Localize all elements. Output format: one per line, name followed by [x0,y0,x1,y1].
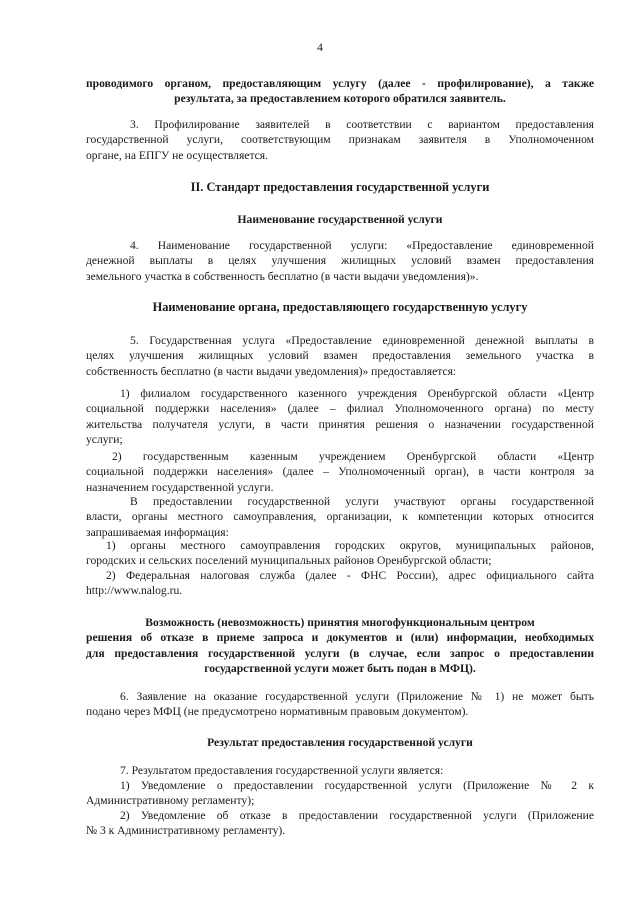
paragraph-7: 7. Результатом предоставления государственной услуги является: [120,764,444,777]
paragraph-5: 5. Государственная услуга «Предоставление единовременной денежной выплаты в целях улучшения жилищных условий взамен предоставления земельного участка в собственность бесплатно (в части выдачи уведомления)» предоставляется: [86,334,594,378]
page-number: 4 [317,42,323,54]
subheading-authority: Наименование органа, предоставляющего государственную услугу [152,300,528,314]
participants-item-2: 2) Федеральная налоговая служба (далее - ФНС России), адрес официального сайта http://www.nalog.ru. [86,569,594,598]
participants-item-1: 1) органы местного самоуправления городских округов, муниципальных районов, городских и сельских поселений муниципальных районов Оренбургской области; [86,539,594,568]
section-2-title: II. Стандарт предоставления государственной услуги [190,180,490,194]
paragraph-6: 6. Заявление на оказание государственной услуги (Приложение № 1) не может быть подано через МФЦ (не предусмотрено нормативным правовым документом). [86,690,594,719]
paragraph-5-participants: В предоставлении государственной услуги участвуют органы государственной власти, органы местного самоуправления, организации, к компетенции которых относится запрашиваемая информация: [86,495,594,539]
subheading-service-name: Наименование государственной услуги [237,213,443,226]
result-item-1: 1) Уведомление о предоставлении государственной услуги (Приложение № 2 к Административному регламенту); [86,779,594,808]
paragraph-5-item-2: 2) государственным казенным учреждением Оренбургской области «Центр социальной поддержки населения» (далее – Уполномоченный орган), в части контроля за назначением государственной услуги. [86,450,594,494]
paragraph-3: 3. Профилирование заявителей в соответствии с вариантом предоставления государственной услуги, соответствующим признакам заявителя в Уполномоченном органе, на ЕПГУ не осуществляется. [86,118,594,162]
paragraph-5-item-1: 1) филиалом государственного казенного учреждения Оренбургской области «Центр социальной поддержки населения» (далее – филиал Уполномоченного органа) по месту жительства получателя услуги, в части принятия решения о назначении государственной услуги; [86,387,594,447]
intro-heading: проводимого органом, предоставляющим услугу (далее - профилирование), а также результата, за предоставлением которого обратился заявитель. [86,77,594,106]
subheading-result: Результат предоставления государственной услуги [207,736,473,749]
result-item-2: 2) Уведомление об отказе в предоставлении государственной услуги (Приложение № 3 к Административному регламенту). [86,809,594,838]
subheading-mfc: Возможность (невозможность) принятия многофункциональным центром решения об отказе в приеме запроса и документов и (или) информации, необходимых для предоставления государственной услуги (в случае, если запрос о предоставлении государственной услуги может быть подан в МФЦ). [86,616,594,676]
paragraph-4: 4. Наименование государственной услуги: «Предоставление единовременной денежной выплаты в целях улучшения жилищных условий взамен предоставления земельного участка в собственность бесплатно (в части выдачи уведомления)». [86,239,594,283]
